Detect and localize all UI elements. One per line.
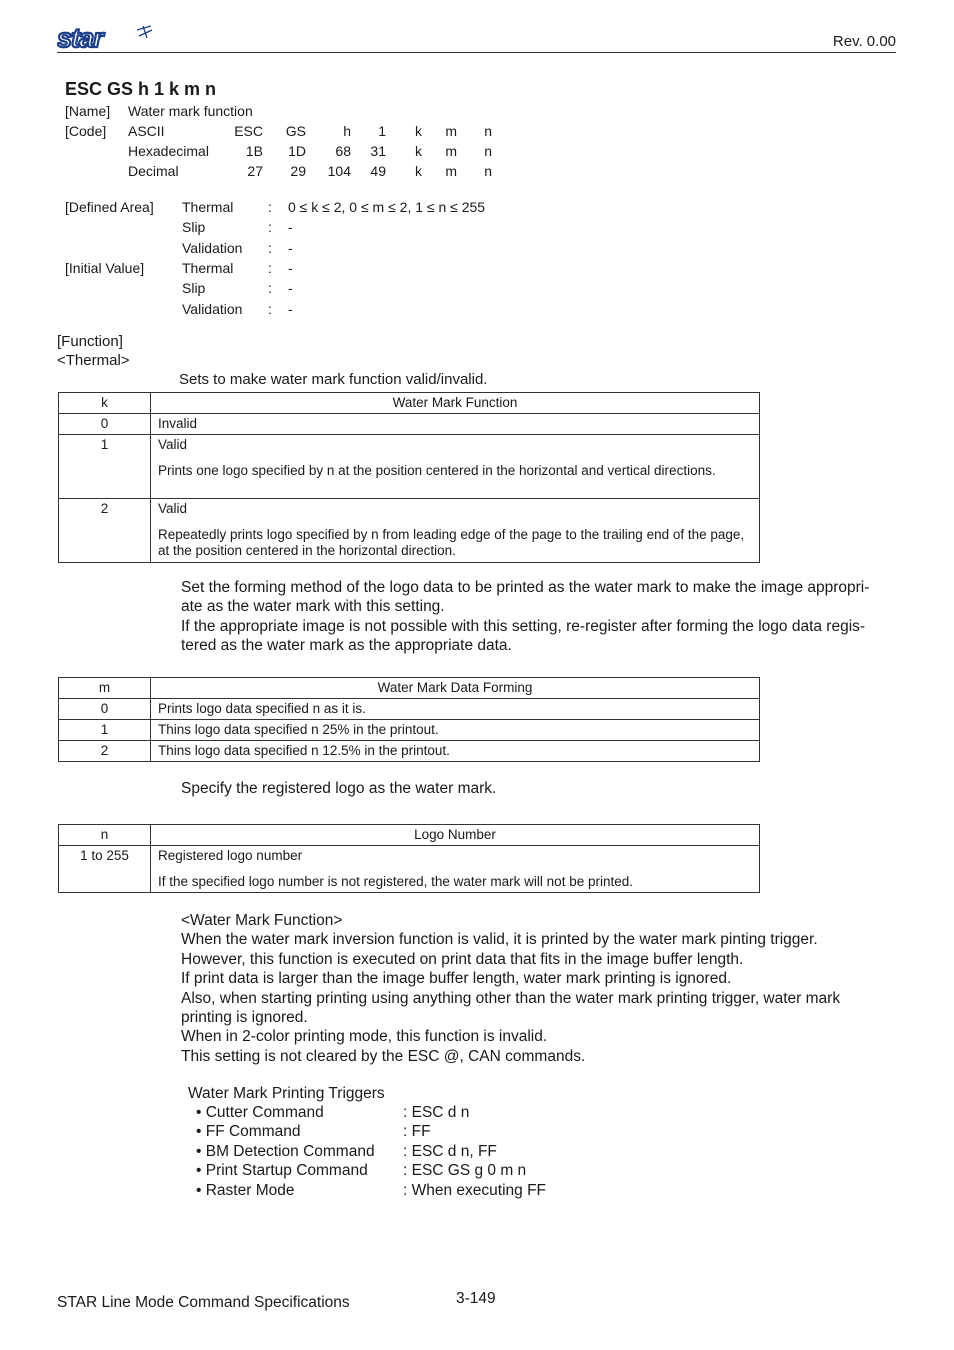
table-row	[59, 720, 760, 741]
star-logo	[57, 24, 153, 52]
table-row	[59, 741, 760, 762]
text-line: <Water Mark Function>	[181, 912, 343, 929]
trigger-name: • Print Startup Command	[196, 1162, 368, 1180]
area-value: -	[288, 239, 293, 256]
function-label: [Function]	[57, 333, 123, 350]
code-cell: k	[415, 123, 422, 139]
area-sep: :	[268, 300, 272, 317]
table-cell-key: 2	[59, 499, 151, 563]
code-cell: m	[445, 143, 457, 159]
code-cell: m	[445, 163, 457, 179]
name-value: Water mark function	[128, 103, 253, 119]
trigger-name: • FF Command	[196, 1123, 301, 1141]
thermal-label: <Thermal>	[57, 352, 130, 369]
table-row	[59, 414, 760, 435]
area-sep: :	[268, 259, 272, 276]
table-cell-key: 1	[59, 435, 151, 499]
code-cell: k	[415, 143, 422, 159]
cell-line: Registered logo number	[158, 848, 303, 863]
area-mode: Slip	[182, 280, 206, 297]
area-sep: :	[268, 219, 272, 236]
table-row	[59, 435, 760, 499]
defined-area-label: [Defined Area]	[65, 199, 154, 215]
function-intro: Sets to make water mark function valid/invalid.	[179, 371, 488, 388]
name-label: [Name]	[65, 103, 111, 119]
table-row	[59, 846, 760, 893]
code-cell: GS	[285, 123, 306, 139]
table-cell-desc	[151, 414, 760, 435]
code-cell: n	[484, 143, 492, 159]
header-rule	[57, 52, 896, 53]
initial-value-label: [Initial Value]	[65, 260, 145, 276]
text-line: When in 2-color printing mode, this function is invalid.	[181, 1028, 548, 1046]
table-header-key: k	[59, 393, 151, 414]
table-cell-key: 2	[59, 741, 151, 762]
trigger-value: : ESC d n	[403, 1104, 470, 1121]
code-cell: m	[445, 123, 457, 139]
page-number: 3-149	[456, 1290, 496, 1307]
cell-line: If the specified logo number is not registered, the water mark will not be printed.	[158, 874, 633, 889]
table-header-key: n	[59, 825, 151, 846]
trigger-value: : ESC GS g 0 m n	[403, 1162, 527, 1180]
cell-line: Valid	[158, 501, 188, 516]
table-header-desc: Water Mark Function	[151, 393, 760, 414]
footer-doc-title: STAR Line Mode Command Specifications	[57, 1294, 350, 1311]
area-mode: Validation	[182, 239, 243, 256]
code-cell: n	[484, 123, 492, 139]
code-cell: 29	[290, 163, 306, 179]
table-cell-desc	[151, 499, 760, 563]
cell-line: Repeatedly prints logo specified by n from leading edge of the page to the trailing end of the page, at the position centered in the horizontal direction.	[158, 527, 745, 558]
table-cell-desc	[151, 435, 760, 499]
table-cell-key: 0	[59, 414, 151, 435]
area-value: -	[288, 259, 293, 276]
area-mode: Thermal	[182, 199, 234, 215]
code-cell: 1B	[245, 143, 263, 159]
text-line: If the appropriate image is not possible with this setting, re-register after forming the logo data regis-	[181, 617, 866, 635]
command-title: ESC GS h 1 k m n	[65, 79, 217, 99]
text-line: However, this function is executed on print data that fits in the image buffer length.	[181, 950, 744, 968]
trigger-name: • Raster Mode	[196, 1181, 295, 1199]
table-cell-key: 0	[59, 699, 151, 720]
text-line: Set the forming method of the logo data to be printed as the water mark to make the image appropri-	[181, 579, 870, 596]
water-mark-notes	[181, 911, 881, 1066]
cell-line: Thins logo data specified n 12.5% in the printout.	[158, 743, 450, 758]
code-row-label: Decimal	[128, 163, 179, 179]
logo-number-table	[58, 824, 760, 893]
cell-line: Prints logo data specified n as it is.	[158, 701, 366, 716]
area-value: -	[288, 219, 293, 236]
table-cell-key: 1	[59, 720, 151, 741]
text-line: printing is ignored.	[181, 1009, 308, 1027]
triggers-title: Water Mark Printing Triggers	[188, 1085, 385, 1102]
text-line: If print data is larger than the image buffer length, water mark printing is ignored.	[181, 970, 732, 988]
area-sep: :	[268, 239, 272, 256]
table-header-key: m	[59, 678, 151, 699]
area-sep: :	[268, 199, 272, 215]
table-cell-desc	[151, 699, 760, 720]
water-mark-function-table	[58, 392, 760, 563]
area-value: -	[288, 300, 293, 317]
table-cell-desc	[151, 846, 760, 893]
code-cell: 31	[370, 143, 386, 159]
text-line: ate as the water mark with this setting.	[181, 598, 445, 616]
code-cell: h	[343, 123, 351, 139]
table-header-desc: Logo Number	[151, 825, 760, 846]
cell-line: Invalid	[158, 416, 198, 431]
table-row	[59, 699, 760, 720]
trigger-value: : ESC d n, FF	[403, 1142, 497, 1160]
table-cell-desc	[151, 741, 760, 762]
code-cell: 104	[327, 163, 351, 179]
code-cell: 1D	[288, 143, 306, 159]
cell-line: Thins logo data specified n 25% in the printout.	[158, 722, 439, 737]
table-header-desc: Water Mark Data Forming	[151, 678, 760, 699]
code-cell: 68	[335, 143, 351, 159]
code-cell: 1	[378, 123, 386, 139]
area-sep: :	[268, 280, 272, 297]
code-label: [Code]	[65, 123, 107, 139]
svg-text:star: star	[57, 24, 103, 52]
code-cell: k	[415, 163, 422, 179]
code-row-label: Hexadecimal	[128, 143, 209, 159]
table-cell-key: 1 to 255	[59, 846, 151, 893]
cell-line: Prints one logo specified by n at the position centered in the horizontal and vertical directions.	[158, 463, 716, 478]
code-cell: n	[484, 163, 492, 179]
trigger-name: • Cutter Command	[196, 1104, 324, 1121]
text-line: tered as the water mark as the appropriate data.	[181, 637, 512, 655]
area-mode: Thermal	[182, 259, 234, 276]
trigger-value: : When executing FF	[403, 1181, 547, 1199]
code-cell: 49	[370, 163, 386, 179]
area-mode: Slip	[182, 219, 206, 236]
text-line: Also, when starting printing using anything other than the water mark printing trigger, water mark	[181, 989, 841, 1007]
data-forming-table	[58, 677, 760, 762]
logo-spec-text: Specify the registered logo as the water mark.	[181, 780, 497, 797]
cell-line: Valid	[158, 437, 188, 452]
table-row	[59, 499, 760, 563]
area-value: -	[288, 280, 293, 297]
text-line: When the water mark inversion function is valid, it is printed by the water mark pinting trigger.	[181, 931, 818, 949]
area-value: 0 ≤ k ≤ 2, 0 ≤ m ≤ 2, 1 ≤ n ≤ 255	[288, 199, 486, 215]
code-cell: ESC	[234, 123, 263, 139]
forming-method-paragraph	[181, 578, 901, 656]
code-row-label: ASCII	[128, 123, 165, 139]
table-cell-desc	[151, 720, 760, 741]
trigger-value: : FF	[403, 1123, 431, 1141]
area-mode: Validation	[182, 300, 243, 317]
trigger-name: • BM Detection Command	[196, 1142, 375, 1160]
code-cell: 27	[247, 163, 263, 179]
revision-label: Rev. 0.00	[832, 33, 896, 50]
text-line: This setting is not cleared by the ESC @, CAN commands.	[181, 1047, 586, 1065]
